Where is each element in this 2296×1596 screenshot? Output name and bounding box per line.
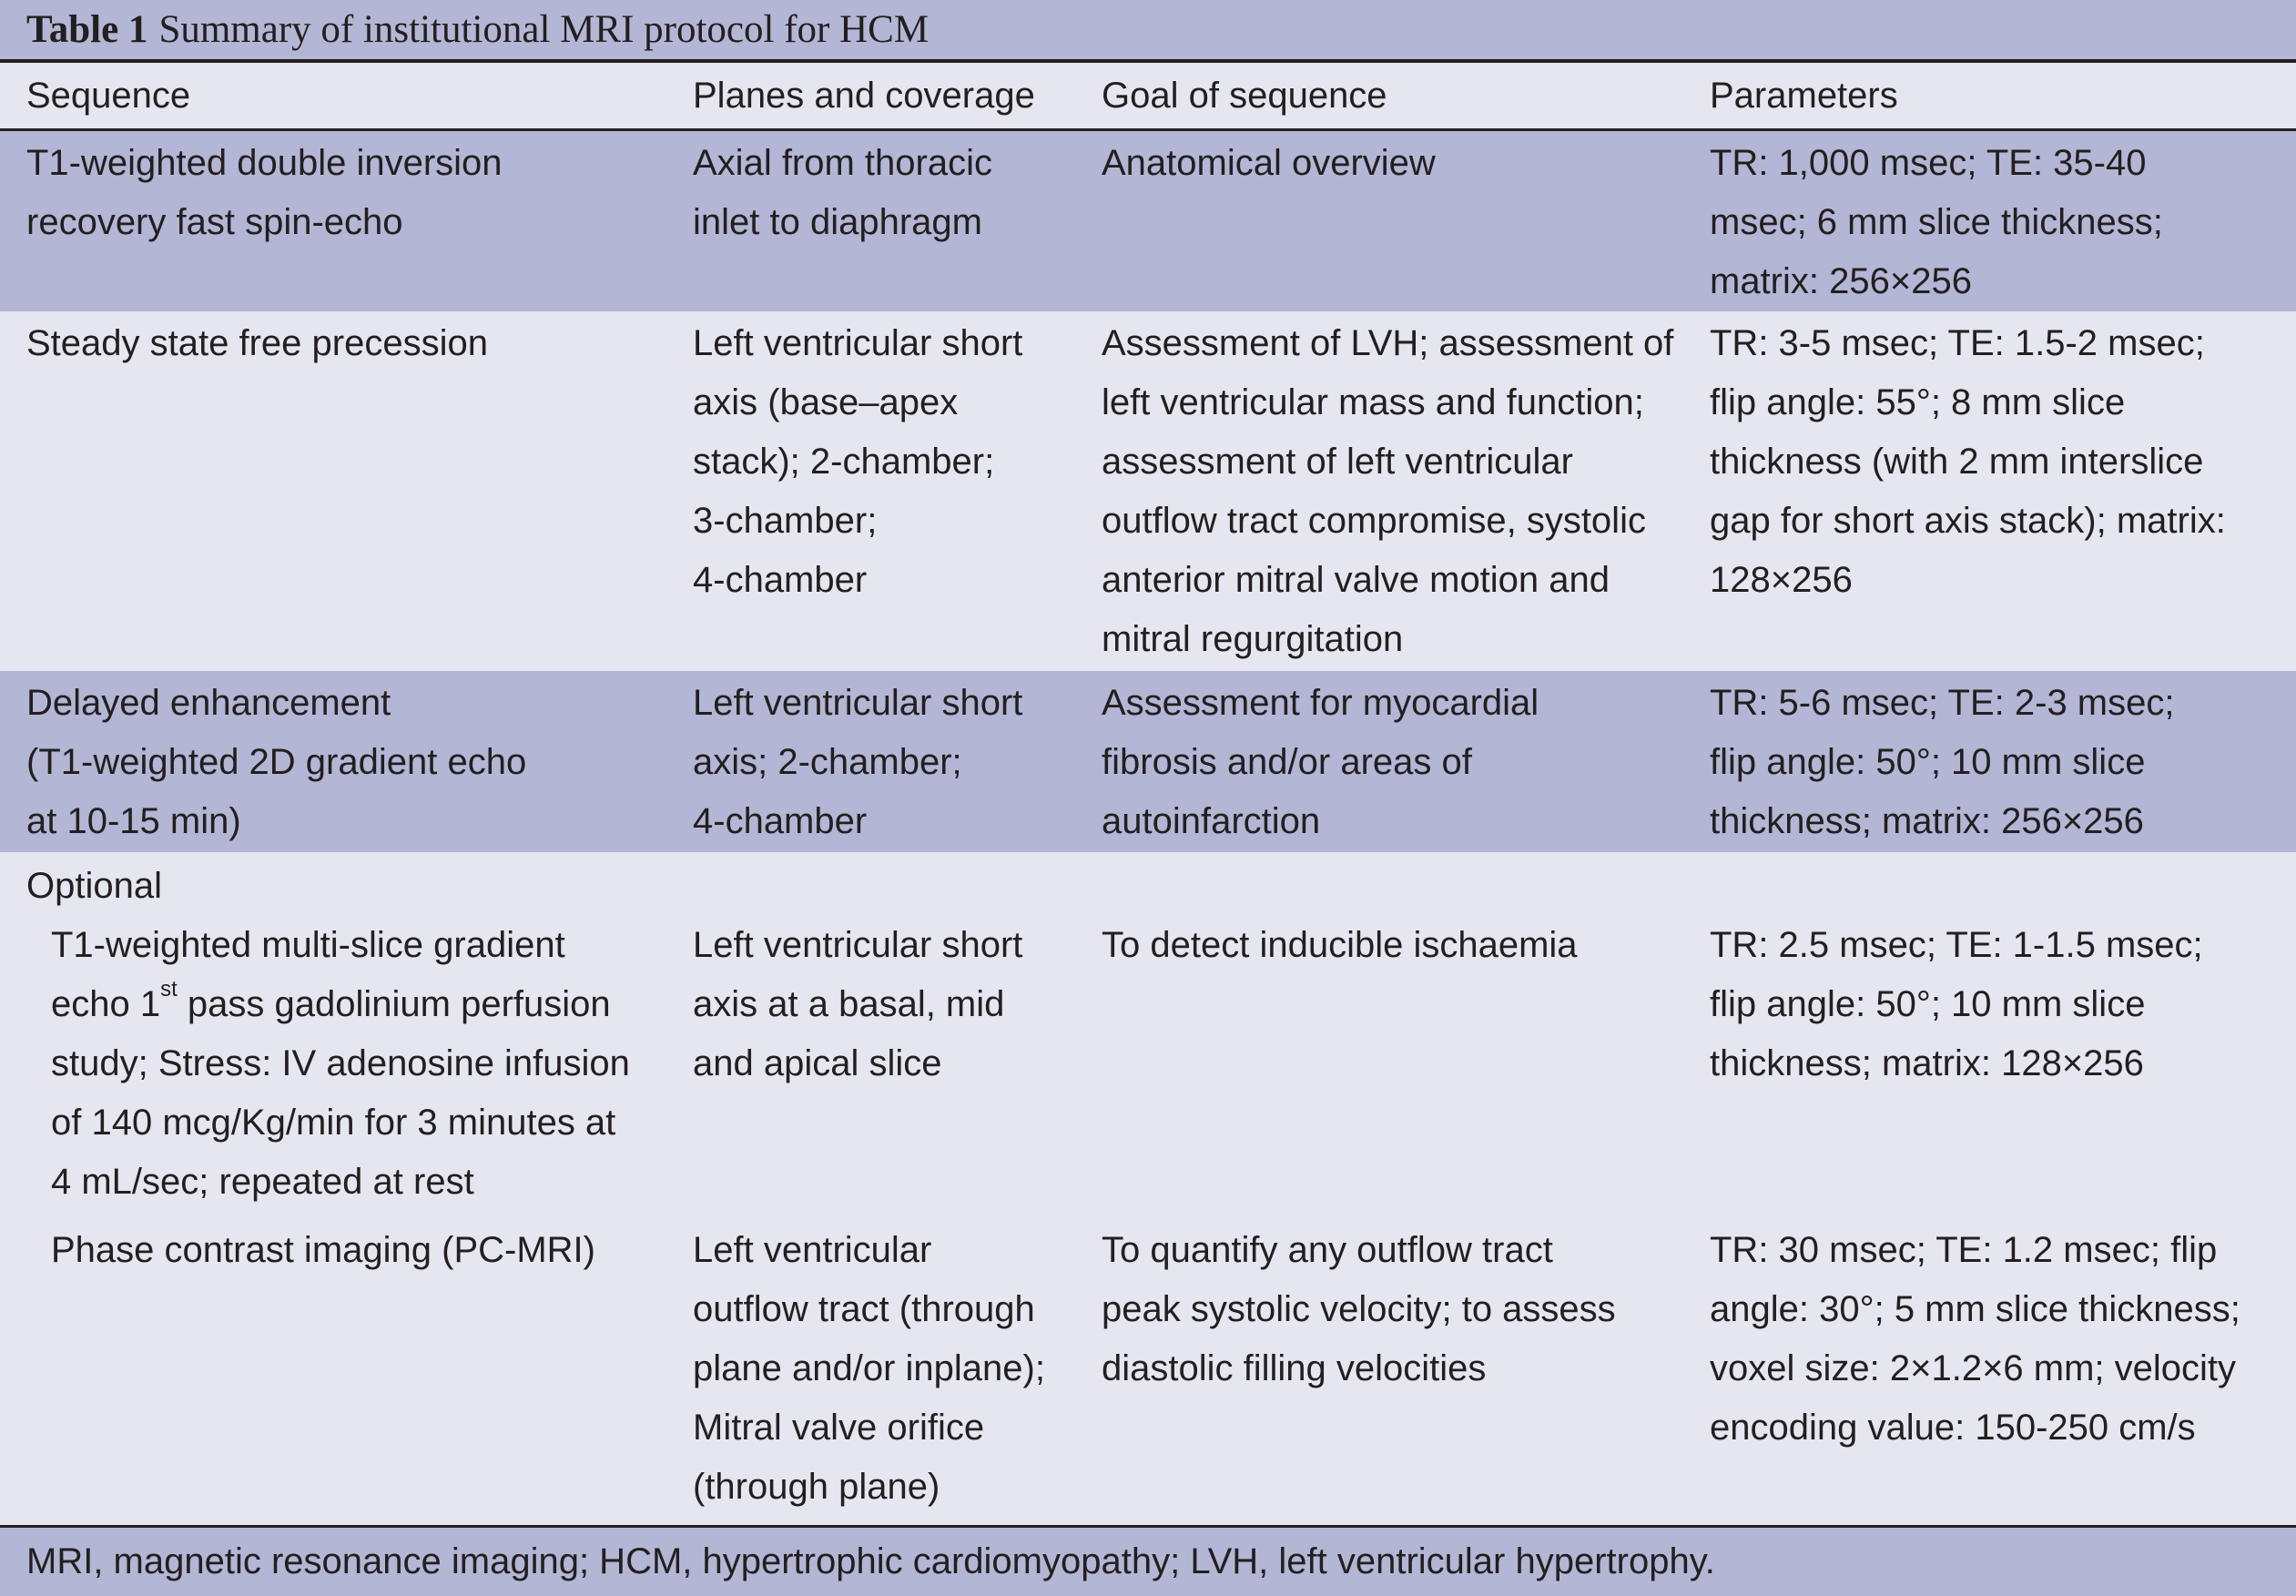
cell-line: of 140 mcg/Kg/min for 3 minutes at [51, 1102, 616, 1143]
cell-goal [1102, 916, 1710, 1221]
cell-line: 4 mL/sec; repeated at rest [51, 1161, 474, 1202]
cell-line: voxel size: 2×1.2×6 mm; velocity [1710, 1347, 2237, 1388]
cell-line: outflow tract compromise, systolic [1102, 500, 1646, 541]
table-caption-title: Summary of institutional MRI protocol for HCM [158, 8, 930, 51]
cell-line: msec; 6 mm slice thickness; [1710, 201, 2163, 242]
table-footnote: MRI, magnetic resonance imaging; HCM, hypertrophic cardiomyopathy; LVH, left ventricular hypertrophy. [0, 1528, 2296, 1596]
cell-line-with-superscript [51, 975, 693, 1034]
cell-goal [1102, 129, 1710, 311]
cell-line: TR: 5-6 msec; TE: 2-3 msec; [1710, 682, 2175, 723]
cell-line: T1-weighted double inversion [26, 142, 503, 183]
table-caption-label: Table 1 [26, 8, 148, 51]
cell-line: To detect inducible ischaemia [1102, 924, 1578, 965]
cell-line: outflow tract (through [693, 1288, 1035, 1329]
cell-line: autoinfarction [1102, 800, 1321, 841]
table-row [0, 129, 2296, 311]
cell-parameters [1710, 916, 2296, 1221]
cell-line: inlet to diaphragm [693, 201, 982, 242]
cell-line: axis; 2-chamber; [693, 741, 962, 782]
cell-planes [693, 916, 1102, 1221]
cell-line: mitral regurgitation [1102, 618, 1404, 659]
cell-line: 4-chamber [693, 800, 868, 841]
cell-line: flip angle: 50°; 10 mm slice [1710, 741, 2146, 782]
cell-line: thickness (with 2 mm interslice [1710, 441, 2204, 482]
cell-line: flip angle: 50°; 10 mm slice [1710, 983, 2146, 1024]
header-goal: Goal of sequence [1102, 63, 1710, 129]
cell-line: TR: 2.5 msec; TE: 1-1.5 msec; [1710, 924, 2203, 965]
cell-line: TR: 1,000 msec; TE: 35-40 [1710, 142, 2147, 183]
cell-line: Steady state free precession [26, 322, 488, 363]
cell-line: study; Stress: IV adenosine infusion [51, 1042, 630, 1083]
cell-line: Phase contrast imaging (PC-MRI) [51, 1229, 595, 1270]
cell-line: axis (base–apex [693, 381, 959, 422]
cell-line: Left ventricular [693, 1229, 932, 1270]
cell-line: left ventricular mass and function; [1102, 381, 1644, 422]
cell-line: plane and/or inplane); [693, 1347, 1045, 1388]
cell-line: To quantify any outflow tract [1102, 1229, 1553, 1270]
cell-line: 3-chamber; [693, 500, 878, 541]
cell-line: encoding value: 150-250 cm/s [1710, 1407, 2196, 1448]
cell-line: (through plane) [693, 1466, 940, 1507]
cell-goal [1102, 671, 1710, 852]
cell-parameters [1710, 311, 2296, 671]
cell-line: Left ventricular short [693, 682, 1023, 723]
cell-text: pass gadolinium perfusion [177, 983, 611, 1024]
cell-line: (T1-weighted 2D gradient echo [26, 741, 527, 782]
cell-parameters [1710, 129, 2296, 311]
mri-protocol-table [0, 63, 2296, 1528]
cell-parameters [1710, 671, 2296, 852]
cell-planes [693, 671, 1102, 852]
cell-line: recovery fast spin-echo [26, 201, 403, 242]
cell-line: at 10-15 min) [26, 800, 241, 841]
cell-text: echo 1 [51, 983, 161, 1024]
cell-line: stack); 2-chamber; [693, 441, 995, 482]
cell-line: thickness; matrix: 128×256 [1710, 1042, 2144, 1083]
cell-line: Anatomical overview [1102, 142, 1436, 183]
cell-line: Mitral valve orifice [693, 1407, 985, 1448]
cell-sequence [0, 311, 693, 671]
cell-parameters [1710, 1221, 2296, 1527]
table-header-row [0, 63, 2296, 129]
cell-line: Delayed enhancement [26, 682, 391, 723]
cell-line: fibrosis and/or areas of [1102, 741, 1472, 782]
cell-line: 128×256 [1710, 559, 1853, 600]
cell-planes [693, 311, 1102, 671]
cell-sequence [0, 671, 693, 852]
ordinal-superscript: st [160, 976, 178, 1001]
cell-goal [1102, 311, 1710, 671]
cell-line: assessment of left ventricular [1102, 441, 1573, 482]
cell-line: T1-weighted multi-slice gradient [51, 924, 565, 965]
cell-line: thickness; matrix: 256×256 [1710, 800, 2144, 841]
cell-line: TR: 30 msec; TE: 1.2 msec; flip [1710, 1229, 2218, 1270]
cell-line: Assessment for myocardial [1102, 682, 1539, 723]
table-row [0, 671, 2296, 852]
cell-line: Left ventricular short [693, 924, 1023, 965]
cell-line: Assessment of LVH; assessment of [1102, 322, 1674, 363]
cell-line: 4-chamber [693, 559, 868, 600]
cell-line: gap for short axis stack); matrix: [1710, 500, 2226, 541]
cell-line: and apical slice [693, 1042, 942, 1083]
cell-line: matrix: 256×256 [1710, 260, 1972, 301]
table-row [0, 916, 2296, 1221]
cell-line: anterior mitral valve motion and [1102, 559, 1610, 600]
cell-line: Left ventricular short [693, 322, 1023, 363]
header-sequence: Sequence [0, 63, 693, 129]
cell-planes [693, 1221, 1102, 1527]
table-caption [0, 0, 2296, 63]
table-row-optional [0, 852, 2296, 916]
cell-line: angle: 30°; 5 mm slice thickness; [1710, 1288, 2240, 1329]
header-planes: Planes and coverage [693, 63, 1102, 129]
cell-optional-label: Optional [0, 852, 2296, 916]
cell-sequence [0, 916, 693, 1221]
cell-line: flip angle: 55°; 8 mm slice [1710, 381, 2126, 422]
cell-goal [1102, 1221, 1710, 1527]
cell-sequence [0, 1221, 693, 1527]
header-parameters: Parameters [1710, 63, 2296, 129]
cell-line: Axial from thoracic [693, 142, 992, 183]
cell-line: diastolic filling velocities [1102, 1347, 1487, 1388]
table-row [0, 311, 2296, 671]
cell-line: TR: 3-5 msec; TE: 1.5-2 msec; [1710, 322, 2205, 363]
table-row [0, 1221, 2296, 1527]
cell-line: axis at a basal, mid [693, 983, 1005, 1024]
cell-sequence [0, 129, 693, 311]
cell-planes [693, 129, 1102, 311]
cell-line: peak systolic velocity; to assess [1102, 1288, 1616, 1329]
